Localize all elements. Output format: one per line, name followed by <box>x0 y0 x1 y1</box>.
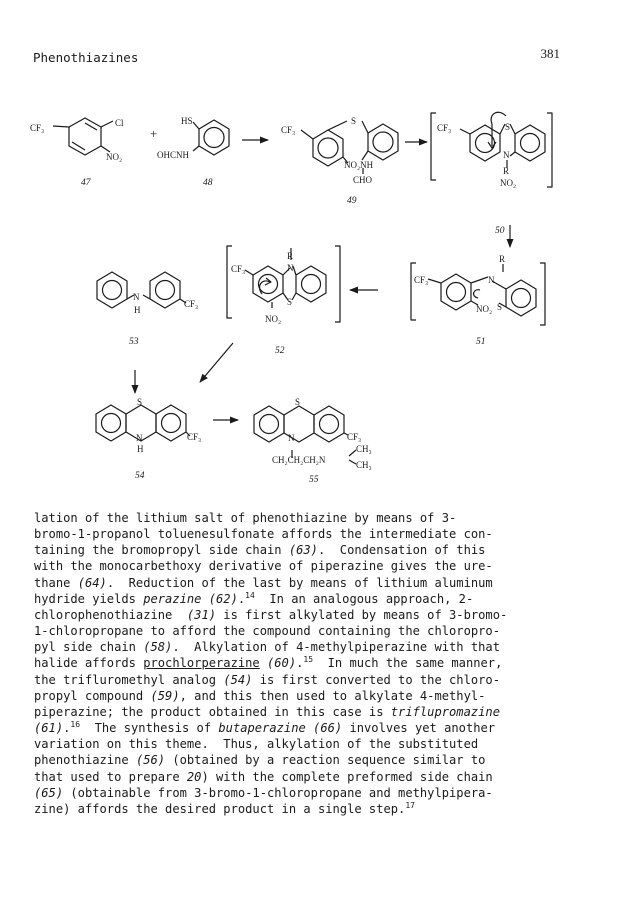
text-line <box>34 655 614 671</box>
text-segment: involves yet another <box>342 721 496 736</box>
compound-55-right-ring <box>314 406 344 442</box>
text-line <box>34 558 614 574</box>
text-segment <box>260 656 267 670</box>
text-line <box>34 639 614 655</box>
compound-49-cho-label: CHO <box>353 175 373 185</box>
emphasized-text: (60) <box>267 656 297 671</box>
emphasized-text: butaperazine (66) <box>218 721 343 736</box>
compound-52-right-ring <box>296 266 326 302</box>
compound-52-structure <box>227 246 340 322</box>
compound-label-52: 52 <box>275 346 285 356</box>
compound-51-bracket-right <box>540 263 545 325</box>
compound-53-h-label: H <box>134 305 141 315</box>
emphasized-text: (54) <box>223 672 253 687</box>
compound-label-47: 47 <box>81 178 91 188</box>
compound-55-left-ring <box>254 406 284 442</box>
emphasized-text: (64) <box>77 575 107 590</box>
text-line <box>34 720 614 736</box>
compound-55-side-chain-label: CH₂CH₂CH₂N <box>272 455 326 465</box>
text-segment: is first alkylated by means of 3-bromo- <box>216 607 508 622</box>
reference-superscript: 16 <box>70 720 81 730</box>
text-segment: bromo-1-propanol toluenesulfonate affords the intermediate con- <box>34 527 493 542</box>
emphasized-text: (56) <box>135 753 166 768</box>
text-segment: . Condensation of this <box>317 543 486 558</box>
compound-label-51: 51 <box>476 337 486 347</box>
text-segment: The synthesis of <box>80 721 219 736</box>
compound-54-structure <box>96 405 190 441</box>
compound-47-structure <box>53 118 113 155</box>
compound-50-s-label: S <box>505 122 511 132</box>
text-segment: is first converted to the chloro- <box>252 672 500 687</box>
text-line <box>34 526 614 542</box>
compound-51-s-label: S <box>497 302 503 312</box>
text-line <box>34 575 614 591</box>
compound-51-structure <box>411 263 545 325</box>
emphasized-text: (31) <box>186 607 217 622</box>
text-segment: variation on this theme. Thus, alkylation of the substituted <box>34 737 479 752</box>
compound-51-left-ring <box>441 274 471 310</box>
text-line <box>34 542 614 558</box>
compound-50-right-ring <box>515 125 545 161</box>
plus-sign: + <box>150 126 158 141</box>
compound-50-n-label: N <box>503 150 510 160</box>
emphasized-text: 20 <box>186 769 202 784</box>
compound-54-cf3-label: CF₃ <box>187 432 202 442</box>
text-segment: , and this then used to alkylate 4-methyl- <box>179 688 486 703</box>
compound-55-n-label: N <box>288 433 295 443</box>
compound-49-no2nh-label: NO₂NH <box>344 160 374 170</box>
text-segment: chlorophenothiazine <box>34 607 187 622</box>
compound-label-55: 55 <box>309 475 319 485</box>
text-segment: 1-chloropropane to afford the compound containing the chloropro- <box>34 624 500 639</box>
compound-52-s-label: S <box>287 297 293 307</box>
page-number: 381 <box>540 46 560 61</box>
reference-superscript: 15 <box>303 655 314 665</box>
compound-53-right-ring <box>150 272 180 308</box>
compound-49-cf3-label: CF₃ <box>281 125 296 135</box>
text-line <box>34 769 614 785</box>
compound-51-cf3-label: CF₃ <box>414 275 429 285</box>
compound-50-bracket-right <box>547 113 552 187</box>
text-line <box>34 510 614 526</box>
text-segment: pyl side chain <box>34 640 144 655</box>
emphasized-text: triflupromazine <box>390 704 500 719</box>
compound-label-50: 50 <box>495 226 505 236</box>
compound-51-right-ring <box>506 280 536 316</box>
compound-49-s-label: S <box>351 116 357 126</box>
text-segment: . <box>63 721 71 736</box>
compound-50-cf3-label: CF₃ <box>437 123 452 133</box>
compound-55-ch3-upper-label: CH₃ <box>356 444 372 454</box>
compound-47-no2-label: NO₂ <box>106 152 123 162</box>
text-segment: . Alkylation of 4-methylpiperazine with that <box>172 640 500 655</box>
text-segment: . Reduction of the last by means of lithium aluminum <box>106 575 493 590</box>
compound-52-no2-label: NO₂ <box>265 314 282 324</box>
compound-48-hs-label: HS <box>181 116 193 126</box>
text-segment: (obtained by a reaction sequence similar to <box>165 753 486 768</box>
compound-52-r-label: R <box>287 251 294 261</box>
running-header-title: Phenothiazines <box>33 50 139 65</box>
compound-52-cf3-label: CF₃ <box>231 264 246 274</box>
compound-51-bracket-left <box>411 263 416 320</box>
compound-53-structure <box>97 272 186 308</box>
text-segment: halide affords <box>34 656 144 671</box>
text-segment: that used to prepare <box>34 769 187 784</box>
text-segment: propyl compound <box>34 688 151 703</box>
text-segment: ) with the complete preformed side chain <box>201 769 493 784</box>
compound-47-cl-label: Cl <box>115 118 124 128</box>
compound-54-right-ring <box>156 405 186 441</box>
compound-54-s-label: S <box>137 397 143 407</box>
text-line <box>34 801 614 817</box>
text-line <box>34 752 614 768</box>
compound-label-49: 49 <box>347 196 357 206</box>
emphasized-text: (58) <box>143 640 173 655</box>
text-segment: zine) affords the desired product in a single step. <box>34 801 406 816</box>
compound-55-s-label: S <box>295 397 301 407</box>
text-segment: piperazine; the product obtained in this case is <box>34 704 391 719</box>
text-segment: (obtainable from 3-bromo-1-chloropropane and methylpipera- <box>63 785 493 800</box>
compound-label-54: 54 <box>135 471 145 481</box>
compound-52-n-label: N <box>287 263 294 273</box>
compound-label-53: 53 <box>129 337 139 347</box>
compound-53-left-ring <box>97 272 127 308</box>
emphasized-text: (63) <box>288 543 318 558</box>
compound-51-no2-label: NO₂ <box>476 304 493 314</box>
reaction-arrow-52-54 <box>200 343 233 382</box>
compound-53-n-label: N <box>133 292 140 302</box>
body-paragraph <box>34 510 614 817</box>
text-line <box>34 607 614 623</box>
text-segment: lation of the lithium salt of phenothiazine by means of 3- <box>34 511 457 525</box>
text-line <box>34 672 614 688</box>
text-segment: thane <box>34 575 78 590</box>
compound-50-no2-label: NO₂ <box>500 178 517 188</box>
text-line <box>34 736 614 752</box>
text-segment: . <box>296 656 304 671</box>
compound-48-structure <box>193 120 229 155</box>
text-segment: phenothiazine <box>34 753 136 768</box>
compound-51-r-label: R <box>499 254 506 264</box>
compound-55-ch3-lower-label: CH₃ <box>356 460 372 470</box>
compound-54-h-label: H <box>137 444 144 454</box>
text-line <box>34 591 614 607</box>
text-segment: hydride yields <box>34 591 144 606</box>
emphasized-text: (59) <box>150 688 180 703</box>
emphasized-text: (61) <box>34 721 64 736</box>
compound-47-cf3-label: CF₃ <box>30 123 45 133</box>
emphasized-text: (65) <box>34 785 64 800</box>
text-segment: the trifluromethyl analog <box>34 672 224 687</box>
compound-52-bracket-left <box>227 246 232 318</box>
compound-53-cf3-label: CF₃ <box>184 299 199 309</box>
compound-54-n-label: N <box>136 433 143 443</box>
text-line <box>34 688 614 704</box>
compound-50-bracket-left <box>431 113 436 180</box>
compound-52-bracket-right <box>335 246 340 322</box>
text-line <box>34 785 614 801</box>
text-segment: with the monocarbethoxy derivative of piperazine gives the ure- <box>34 559 493 574</box>
text-segment: In much the same manner, <box>313 656 503 671</box>
text-segment: In an analogous approach, 2- <box>254 591 474 606</box>
reference-superscript: 17 <box>405 800 415 810</box>
compound-48-ohcnh-label: OHCNH <box>157 150 190 160</box>
compound-51-n-label: N <box>488 275 495 285</box>
text-line <box>34 704 614 720</box>
text-segment: . <box>237 591 246 606</box>
reference-superscript: 14 <box>245 590 255 600</box>
compound-55-cf3-label: CF₃ <box>347 432 362 442</box>
text-line <box>34 623 614 639</box>
compound-label-48: 48 <box>203 178 213 188</box>
compound-54-left-ring <box>96 405 126 441</box>
text-segment: taining the bromopropyl side chain <box>34 543 289 558</box>
emphasized-text: perazine (62) <box>143 591 238 606</box>
compound-50-r-label: R <box>503 166 510 176</box>
emphasized-text: prochlorperazine <box>143 656 260 671</box>
